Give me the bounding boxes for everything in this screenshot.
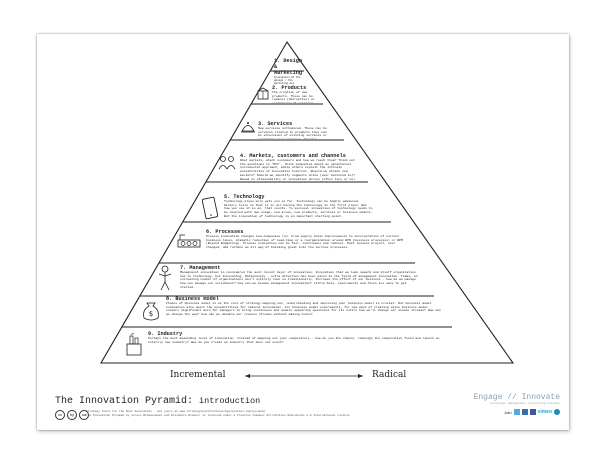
level-5-technology xyxy=(224,194,374,221)
level-8-business-model xyxy=(166,296,442,326)
level-description: Process innovation changes how companies run. From supply chain improvements to incorporation of current business lines, dramatic reduction of lead-time or a reorganization around BPR (business processes) or BPM (Beyond Budgeting). Process innovation can be fair, continuous and radical. Past lessons project, over changed, did rethink we all way of building great into the service processes. xyxy=(206,234,403,250)
page-title xyxy=(55,396,260,407)
cc-license-badges xyxy=(55,410,89,420)
cc-by-icon: by xyxy=(67,410,77,420)
money-bag-icon xyxy=(141,297,161,323)
person-manager-icon xyxy=(156,264,174,292)
brand-tagline: strategic management consulting company xyxy=(489,402,560,405)
industry-chimney-icon xyxy=(124,332,144,358)
people-icon xyxy=(216,152,238,174)
axis-label-radical: Radical xyxy=(372,370,407,380)
level-description: Choice of business model is at the core of strategy mapping out, understanding and improving your business model is crucial. Not business model innovation also opens the possibilities for radical innovation. For business model experiments, for new ways of creating value business model inspire significant more for managers to bring continuous and models appearing questions for its entire how we'll change our income streams? How can we change the way? how can we disable our revenue streams without adding costs? xyxy=(166,301,441,317)
level-title: 5. Technology xyxy=(224,194,265,200)
level-4-markets xyxy=(240,153,358,181)
credit-line-2: The Innovation Pyramid by Jeroen Bloemendaal and Elisabeth Blokker is licensed under a Creative Commons Attribution-ShareAlike 4.0 International License xyxy=(86,413,350,417)
service-bell-icon xyxy=(240,120,256,134)
level-title: 9. Industry xyxy=(148,331,183,337)
axis-label-incremental: Incremental xyxy=(170,370,226,380)
level-3-services xyxy=(258,121,330,139)
credit-line-1: Strategy Tools for the Next Generation - Get yours at www.strategytoolsforthenextgeneration.com/pyramid xyxy=(86,410,265,413)
level-7-management xyxy=(180,265,422,295)
brand-name: Engage // Innovate xyxy=(473,393,560,402)
linkedin-icon[interactable] xyxy=(522,409,528,415)
tablet-device-icon xyxy=(202,196,218,220)
twitter-icon[interactable] xyxy=(514,409,520,415)
credit-text xyxy=(86,410,350,417)
level-description: What markets, which customers and how we reach them? Think out the questions in 'MCC', think companies adopt an omnichannel incremental approach, while others exploit the infinite possibilities of innovative Internet. Should we attack new markets? Should we identify segments arise (over marketed to)? Based on attainability or innovation across (often tiny or no) xyxy=(240,158,356,181)
social-label: Join xyxy=(504,409,512,415)
level-6-processes xyxy=(206,229,406,262)
level-title: 1. Design & Marketing xyxy=(274,58,303,76)
level-description: Management innovation is considered the most recent layer of innovation. Innovation that we look upward and itself organization has to Technology, but Innovating, Rationality - extra attention has been given to the field of management innovation. Today, an increasing number of organizations don't entirely look on traditionally. Increase the effect of our business - how do we manage how can manage our enrichment? how can we become management innovation? Little bets, experiments and fixes are easy to get started. xyxy=(180,270,418,289)
level-title: 3. Services xyxy=(258,121,293,127)
level-title: 2. Products xyxy=(272,85,307,91)
level-description: Technology alone only gets you so far. Technology can be highly advanced. History tells us that it is all having the technology in the first place. But how you use it is on, that counts. To succeed, innovation of technology needs to be coupled with new usage, new areas, new products, services or business models. But the innovation of technology is an important starting point. xyxy=(224,199,373,218)
title-text: The Innovation Pyramid: xyxy=(55,396,194,407)
svg-text:$: $ xyxy=(148,310,154,318)
title-subtitle: introduction xyxy=(199,396,261,406)
level-1-design-marketing xyxy=(274,58,304,85)
level-title: 8. Business model xyxy=(166,296,219,302)
level-description: New services introduced. These can be services related to products they can be extensions of existing services or xyxy=(258,126,327,138)
level-title: 6. Processes xyxy=(206,229,244,235)
level-description: Perhaps the most demanding level of innovation. Instead of mapping out your competitors - how do you the chance, redesign the competitive field and launch an entirely new industry? How do you create an industry that does not exist? xyxy=(148,336,440,344)
brand-block xyxy=(474,393,560,405)
factory-machine-icon xyxy=(176,232,202,250)
product-box-icon xyxy=(256,86,270,100)
level-title: 7. Management xyxy=(180,265,221,271)
cc-icon: cc xyxy=(55,410,65,420)
social-links xyxy=(504,409,560,415)
facebook-icon[interactable] xyxy=(530,409,536,415)
cc-sa-icon: sa xyxy=(79,410,89,420)
level-9-industry xyxy=(148,331,448,361)
level-description: Innovation of the design / the marketing mix xyxy=(274,76,301,85)
level-2-products xyxy=(272,85,322,103)
slideshare-icon[interactable] xyxy=(554,409,560,415)
level-title: 4. Markets, customers and channels xyxy=(240,153,346,159)
level-description: The creation of new products. These can be radical (disruptive) or xyxy=(272,90,315,102)
vimeo-icon[interactable]: vimeo xyxy=(537,409,552,415)
